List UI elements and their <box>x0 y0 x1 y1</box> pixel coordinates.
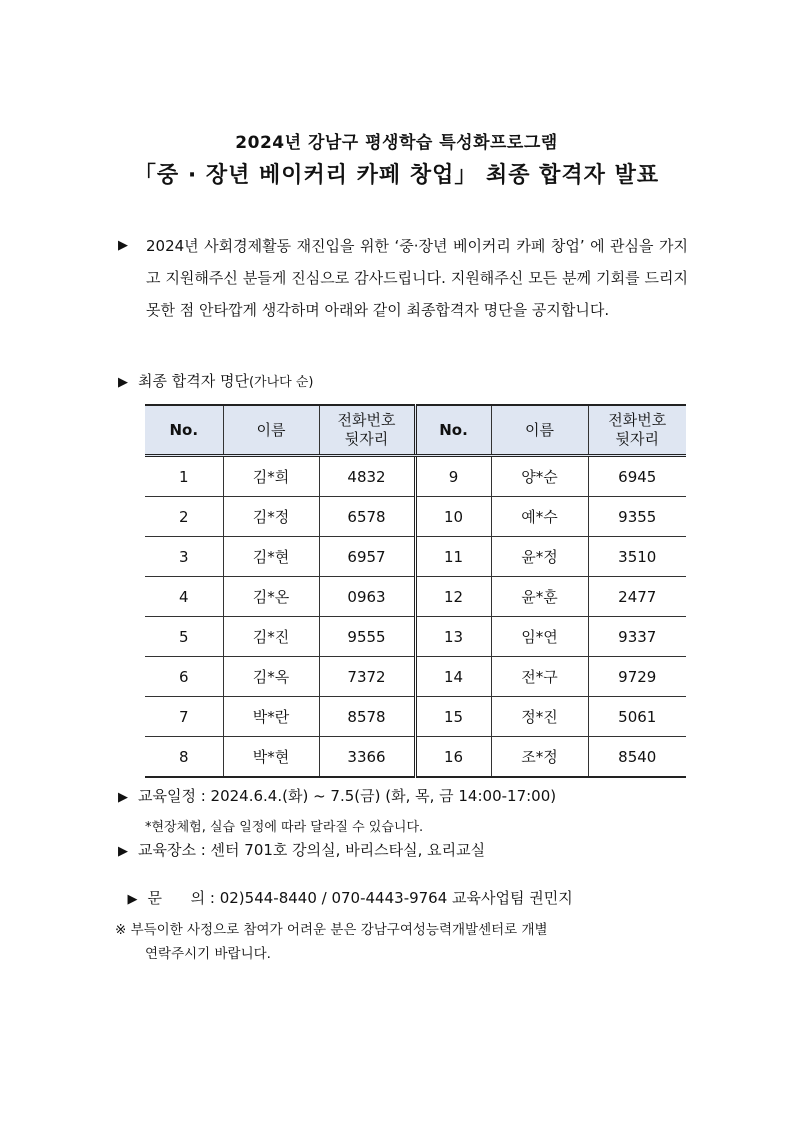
cell-no: 14 <box>415 657 491 697</box>
cell-phone: 0963 <box>319 577 415 617</box>
cell-phone: 7372 <box>319 657 415 697</box>
section-title: 최종 합격자 명단 <box>138 372 249 390</box>
intro-text: 2024년 사회경제활동 재진입을 위한 ‘중·장년 베이커리 카페 창업’ 에 관심을 가지고 지원해주신 분들게 진심으로 감사드립니다. 지원해주신 모든 분께 기회를 드리지 못한 점 안타깝게 생각하며 아래와 같이 최종합격자 명단을 공지합니다. <box>146 237 688 319</box>
cell-no: 2 <box>145 497 223 537</box>
cell-phone: 2477 <box>588 577 686 617</box>
cell-no: 13 <box>415 617 491 657</box>
footnote-line-2: 연락주시기 바랍니다. <box>145 946 271 962</box>
table-row <box>145 617 686 657</box>
cell-phone: 9337 <box>588 617 686 657</box>
cell-no: 7 <box>145 697 223 737</box>
cell-no: 10 <box>415 497 491 537</box>
cell-name: 박*현 <box>223 737 319 778</box>
cell-phone: 9355 <box>588 497 686 537</box>
cell-name: 예*수 <box>491 497 588 537</box>
location-text: 교육장소 : 센터 701호 강의실, 바리스타실, 요리교실 <box>138 841 486 859</box>
title-line-1: 2024년 강남구 평생학습 특성화프로그램 <box>235 133 558 153</box>
cell-name: 정*진 <box>491 697 588 737</box>
table-row <box>145 577 686 617</box>
cell-name: 김*옥 <box>223 657 319 697</box>
cell-name: 김*온 <box>223 577 319 617</box>
cell-no: 16 <box>415 737 491 778</box>
cell-name: 윤*정 <box>491 537 588 577</box>
cell-phone: 8578 <box>319 697 415 737</box>
cell-no: 9 <box>415 456 491 497</box>
schedule-text: 교육일정 : 2024.6.4.(화) ~ 7.5(금) (화, 목, 금 14:00-17:00) <box>138 787 557 805</box>
cell-phone: 6578 <box>319 497 415 537</box>
cell-phone: 9555 <box>319 617 415 657</box>
cell-name: 임*연 <box>491 617 588 657</box>
cell-name: 전*구 <box>491 657 588 697</box>
footnote-line-1: ※ 부득이한 사정으로 참여가 어려운 분은 강남구여성능력개발센터로 개별 <box>115 922 548 938</box>
roster-table <box>145 404 686 778</box>
table-row <box>145 456 686 497</box>
header-phone <box>319 405 415 456</box>
cell-phone: 5061 <box>588 697 686 737</box>
bullet-icon: ▶ <box>118 238 128 253</box>
section-label <box>118 370 313 391</box>
header-no: No. <box>415 405 491 456</box>
table-row <box>145 497 686 537</box>
bullet-icon: ▶ <box>118 790 128 805</box>
location-line <box>118 839 485 860</box>
bullet-icon: ▶ <box>127 892 138 907</box>
section-subtitle: (가나다 순) <box>248 375 314 390</box>
cell-no: 1 <box>145 456 223 497</box>
header-phone <box>588 405 686 456</box>
header-name: 이름 <box>491 405 588 456</box>
cell-no: 6 <box>145 657 223 697</box>
cell-name: 양*순 <box>491 456 588 497</box>
table-row <box>145 657 686 697</box>
cell-no: 5 <box>145 617 223 657</box>
header-phone-line1: 전화번호 <box>608 411 667 429</box>
cell-name: 김*진 <box>223 617 319 657</box>
cell-no: 8 <box>145 737 223 778</box>
cell-name: 김*희 <box>223 456 319 497</box>
header-phone-line1: 전화번호 <box>337 411 396 429</box>
cell-phone: 6957 <box>319 537 415 577</box>
header-phone-line2: 뒷자리 <box>615 430 659 448</box>
contact-line <box>118 869 573 908</box>
cell-name: 김*정 <box>223 497 319 537</box>
cell-no: 15 <box>415 697 491 737</box>
header-phone-line2: 뒷자리 <box>344 430 389 448</box>
contact-text: 문 의 : 02)544-8440 / 070-4443-9764 교육사업팀 권민지 <box>147 889 573 907</box>
cell-phone: 9729 <box>588 657 686 697</box>
header-no: No. <box>145 405 223 456</box>
schedule-note: *현장체험, 실습 일정에 따라 달라질 수 있습니다. <box>145 820 424 835</box>
footnote <box>115 918 548 966</box>
table-row <box>145 537 686 577</box>
table-row <box>145 697 686 737</box>
cell-phone: 4832 <box>319 456 415 497</box>
cell-no: 4 <box>145 577 223 617</box>
cell-name: 조*정 <box>491 737 588 778</box>
table-row <box>145 737 686 778</box>
intro-paragraph <box>118 230 688 326</box>
bullet-icon: ▶ <box>118 375 128 390</box>
cell-phone: 3510 <box>588 537 686 577</box>
cell-name: 박*란 <box>223 697 319 737</box>
cell-phone: 6945 <box>588 456 686 497</box>
header-name: 이름 <box>223 405 319 456</box>
cell-no: 12 <box>415 577 491 617</box>
cell-phone: 8540 <box>588 737 686 778</box>
cell-name: 김*현 <box>223 537 319 577</box>
table-header-row <box>145 405 686 456</box>
cell-no: 11 <box>415 537 491 577</box>
title-line-2: 「중 · 장년 베이커리 카페 창업」 최종 합격자 발표 <box>133 163 660 188</box>
cell-name: 윤*훈 <box>491 577 588 617</box>
cell-no: 3 <box>145 537 223 577</box>
bullet-icon: ▶ <box>118 844 128 859</box>
cell-phone: 3366 <box>319 737 415 778</box>
schedule-line <box>118 785 556 806</box>
